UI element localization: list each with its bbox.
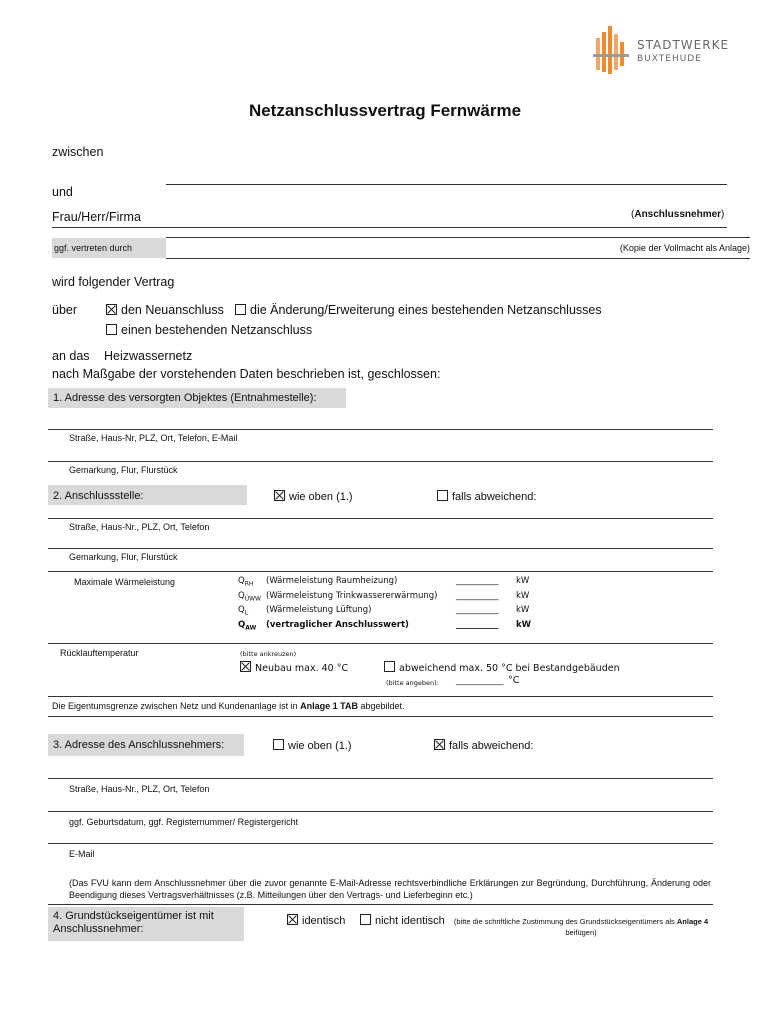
proxy-note: (Kopie der Vollmacht als Anlage)	[619, 243, 750, 253]
represented-top-line	[166, 237, 750, 238]
new-build	[240, 661, 348, 674]
role-label: (Anschlussnehmer)	[631, 209, 725, 220]
heat-row	[238, 605, 538, 620]
heat-row	[238, 620, 538, 635]
section4-identical	[287, 914, 345, 927]
section3-bottom-line	[48, 904, 713, 905]
boundary-post: abgebildet.	[358, 701, 405, 711]
logo-line1: STADTWERKE	[637, 38, 730, 52]
return-temp-label: Rücklauftemperatur	[60, 648, 139, 658]
section1-heading: 1. Adresse des versorgten Objektes (Entnahmestelle):	[53, 392, 317, 404]
not-identical-label: nicht identisch	[375, 915, 445, 927]
section3-line1[interactable]	[48, 778, 713, 779]
section3-as-above	[273, 739, 352, 752]
heat-row-sym: $Q_{ÜWW}$	[238, 590, 261, 603]
section3-different-checkbox[interactable]	[434, 739, 445, 750]
section2-as-above	[274, 490, 353, 503]
section2-line1[interactable]	[48, 518, 713, 519]
heat-row-desc: (Wärmeleistung Trinkwassererwärmung)	[266, 590, 438, 601]
max-heat-label: Maximale Wärmeleistung	[74, 577, 176, 587]
heat-rows	[238, 576, 538, 634]
party1-line[interactable]	[166, 184, 727, 185]
and-label: und	[52, 185, 73, 199]
max-heat-line	[48, 571, 713, 572]
section2-different	[437, 490, 536, 503]
not-identical-checkbox[interactable]	[360, 914, 371, 925]
boundary-pre: Die Eigentumsgrenze zwischen Netz und Kundenanlage ist in	[52, 701, 301, 711]
between-label: zwischen	[52, 145, 104, 159]
section1-line1[interactable]	[48, 429, 713, 430]
party2-line[interactable]	[52, 227, 727, 228]
heat-row-unit: kW	[516, 576, 530, 586]
heat-row-sym: $Q_L$	[238, 605, 249, 617]
boundary-text	[52, 701, 405, 711]
page-title: Netzanschlussvertrag Fernwärme	[248, 101, 522, 120]
new-build-checkbox[interactable]	[240, 661, 251, 672]
identical-label: identisch	[302, 915, 346, 927]
section3-note: (Das FVU kann dem Anschlussnehmer über die zuvor genannte E-Mail-Adresse rechtsverbindliche Erklärungen zur Begründung, Durchführung, Änderung oder Beendigung dieses Vertragsverhältnisses (z.B. Mitteilungen über den Vertrags- und Lieferbeginn etc.)	[69, 878, 711, 900]
opt-change	[235, 303, 602, 317]
heat-row-unit: kW	[516, 619, 532, 630]
consent-pre: (bitte die schriftliche Zustimmung des Grundstückseigentümers als	[453, 917, 677, 926]
specify-hint: (bitte angeben):	[386, 679, 439, 687]
represented-label: ggf. vertreten durch	[54, 243, 133, 253]
boundary-bold: Anlage 1 TAB	[300, 701, 358, 711]
heat-row-blank[interactable]: __________	[456, 619, 499, 630]
section3-as-above-label: wie oben (1.)	[288, 740, 352, 752]
section2-line1-label: Straße, Haus-Nr., PLZ, Ort, Telefon	[69, 522, 210, 532]
opt-new	[106, 303, 224, 317]
agreement-intro: wird folgender Vertrag	[52, 275, 175, 289]
over-label: über	[52, 303, 78, 317]
role-label-text: Anschlussnehmer	[634, 209, 722, 220]
logo-mark-icon	[592, 24, 634, 76]
consent-bold: Anlage 4	[676, 917, 709, 926]
logo-line2: BUXTEHUDE	[637, 54, 702, 64]
consent-post: beifügen)	[565, 928, 597, 937]
boundary-top-line	[48, 696, 713, 697]
section3-line2-label: ggf. Geburtsdatum, ggf. Registernummer/ Registergericht	[69, 817, 299, 827]
new-connection-checkbox[interactable]	[106, 304, 117, 315]
temp-blank[interactable]: _________	[456, 675, 504, 686]
boundary-bottom-line	[48, 716, 713, 717]
section2-as-above-checkbox[interactable]	[274, 490, 285, 501]
section3-heading: 3. Adresse des Anschlussnehmers:	[53, 739, 225, 751]
opt-change-label: die Änderung/Erweiterung eines bestehenden Netzanschlusses	[250, 303, 602, 317]
heat-row-unit: kW	[516, 590, 530, 601]
heat-row-sym: $Q_{AW}$	[238, 619, 257, 632]
heat-row-desc: (vertraglicher Anschlusswert)	[266, 619, 409, 630]
agreement-closing: nach Maßgabe der vorstehenden Daten beschrieben ist, geschlossen:	[52, 367, 441, 381]
network-value: Heizwassernetz	[104, 349, 193, 363]
heat-row-desc: (Wärmeleistung Raumheizung)	[266, 576, 398, 586]
section3-different	[434, 739, 533, 752]
represented-bottom-line	[166, 258, 750, 259]
heat-row	[238, 576, 538, 591]
section2-line2[interactable]	[48, 548, 713, 549]
existing-connection-checkbox[interactable]	[106, 324, 117, 335]
section3-line3-label: E-Mail	[69, 849, 95, 859]
heat-row	[238, 591, 538, 606]
network-prefix: an das	[52, 349, 90, 363]
section1-line2[interactable]	[48, 461, 713, 462]
section4-heading: 4. Grundstückseigentümer ist mit Anschlussnehmer:	[53, 910, 214, 935]
section2-as-above-label: wie oben (1.)	[289, 491, 353, 503]
deviating-checkbox[interactable]	[384, 661, 395, 672]
temp-unit: °C	[508, 675, 520, 686]
new-build-label: Neubau max. 40 °C	[255, 663, 349, 674]
section2-line2-label: Gemarkung, Flur, Flurstück	[69, 552, 178, 562]
heat-row-blank[interactable]: __________	[456, 576, 499, 586]
heat-row-desc: (Wärmeleistung Lüftung)	[266, 605, 372, 615]
heat-row-sym: $Q_{RH}$	[238, 576, 254, 588]
identical-checkbox[interactable]	[287, 914, 298, 925]
section3-line2[interactable]	[48, 811, 713, 812]
section3-line3[interactable]	[48, 843, 713, 844]
change-connection-checkbox[interactable]	[235, 304, 246, 315]
deviating-label: abweichend max. 50 °C bei Bestandgebäuden	[399, 663, 620, 674]
section1-line1-label: Straße, Haus-Nr, PLZ, Ort, Telefon, E-Mail	[69, 433, 238, 443]
heat-row-blank[interactable]: __________	[456, 605, 499, 615]
opt-new-label: den Neuanschluss	[121, 303, 224, 317]
consent-note	[452, 916, 710, 938]
return-temp-line	[48, 643, 713, 644]
opt-existing-label: einen bestehenden Netzanschluss	[121, 323, 313, 337]
section3-different-label: falls abweichend:	[449, 740, 534, 752]
heat-row-blank[interactable]: __________	[456, 590, 499, 601]
section2-heading: 2. Anschlussstelle:	[53, 490, 144, 502]
logo	[592, 24, 730, 76]
opt-existing	[106, 323, 312, 337]
section1-line2-label: Gemarkung, Flur, Flurstück	[69, 465, 178, 475]
section2-different-label: falls abweichend:	[452, 491, 537, 503]
section3-line1-label: Straße, Haus-Nr., PLZ, Ort, Telefon	[69, 784, 210, 794]
person-label: Frau/Herr/Firma	[52, 210, 141, 224]
section4-not-identical	[360, 914, 445, 927]
section3-as-above-checkbox[interactable]	[273, 739, 284, 750]
section2-different-checkbox[interactable]	[437, 490, 448, 501]
tick-hint: (bitte ankreuzen)	[240, 650, 297, 658]
deviating	[384, 661, 620, 674]
heat-row-unit: kW	[516, 605, 530, 615]
